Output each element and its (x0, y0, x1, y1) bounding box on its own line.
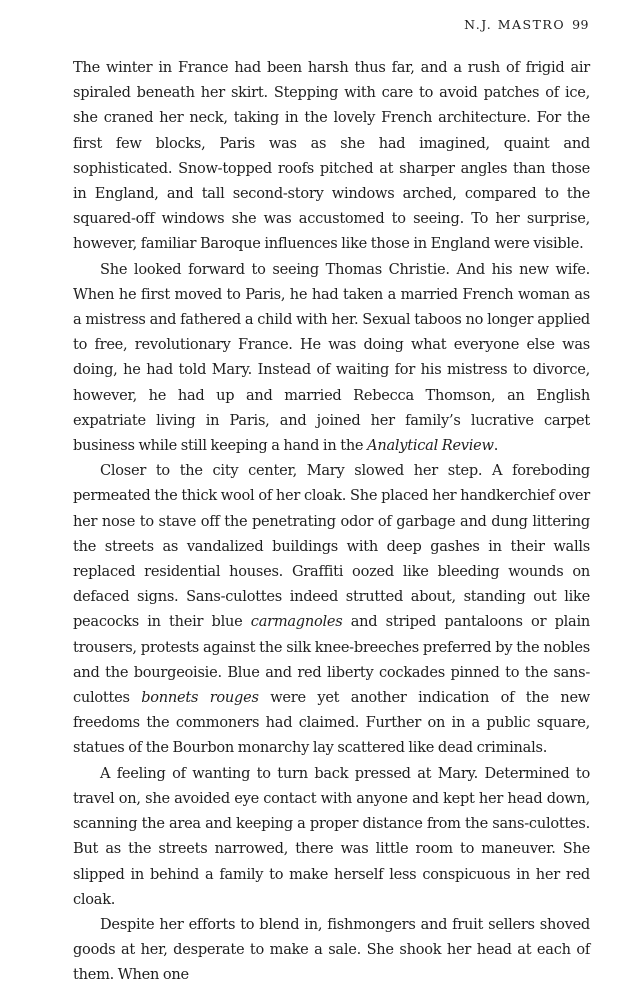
paragraph-1-text: The winter in France had been harsh thus far, and a rush of frigid air spiraled beneath her skirt. Stepping with care to avoid patches of ice, she craned her neck, taking in the lovely French architecture. For the first few blocks, Paris was as she had imagined, quaint and sophisticated. Snow-topped roofs pitched at sharper angles than those in England, and tall second-story windows arched, compared to the squared-off windows she was accustomed to seeing. To her surprise, however, familiar Baroque influences like those in England were visible. (73, 59, 590, 253)
paragraph-3-text-a: Closer to the city center, Mary slowed her step. A foreboding permeated the thick wool of her cloak. She placed her handkerchief over her nose to stave off the penetrating odor of garbage and dung littering the streets as vandalized buildings with deep gashes in their walls replaced residential houses. Graffiti oozed like bleeding wounds on defaced signs. Sans-culottes indeed strutted about, standing out like peacocks in their blue (73, 462, 590, 631)
author-name: N.J. MASTRO (464, 17, 566, 32)
body-text (73, 55, 590, 988)
bonnets-rouges-italic: bonnets rouges (141, 689, 259, 707)
paragraph-5-text: Despite her efforts to blend in, fishmongers and fruit sellers shoved goods at her, desperate to make a sale. She shook her head at each of them. When one (73, 915, 590, 984)
paragraph-4-text: A feeling of wanting to turn back pressed at Mary. Determined to travel on, she avoided eye contact with anyone and kept her head down, scanning the area and keeping a proper distance from the sans-culottes. But as the streets narrowed, there was little room to maneuver. She slipped in behind a family to make herself less conspicuous in her red cloak. (73, 764, 590, 908)
paragraph-3 (73, 458, 590, 760)
paragraph-5 (73, 912, 590, 988)
paragraph-4 (73, 761, 590, 912)
paragraph-3-text-b: and striped pantaloons or plain trousers, protests against the silk knee-breeches preferred by the nobles and the bourgeoisie. Blue and red liberty cockades pinned to the sans-culottes (73, 613, 590, 707)
carmagnoles-italic: carmagnoles (250, 613, 343, 631)
paragraph-2-text-a: She looked forward to seeing Thomas Christie. And his new wife. When he first moved to Paris, he had taken a married French woman as a mistress and fathered a child with her. Sexual taboos no longer applied to free, revolutionary France. He was doing what everyone else was doing, he had told Mary. Instead of waiting for his mistress to divorce, however, he had up and married Rebecca Thomson, an English expatriate living in Paris, and joined her family’s lucrative carpet business while still keeping a hand in the (73, 260, 590, 455)
paragraph-3-text-c: were yet another indication of the new freedoms the commoners had claimed. Further on in a public square, statues of the Bourbon monarchy lay scattered like dead criminals. (73, 689, 591, 757)
journal-title-italic: Analytical Review (367, 437, 494, 455)
page-number: 99 (572, 17, 589, 32)
running-header (464, 17, 589, 33)
paragraph-2-text-b: . (493, 437, 499, 455)
paragraph-1 (73, 55, 590, 257)
paragraph-2 (73, 257, 590, 459)
